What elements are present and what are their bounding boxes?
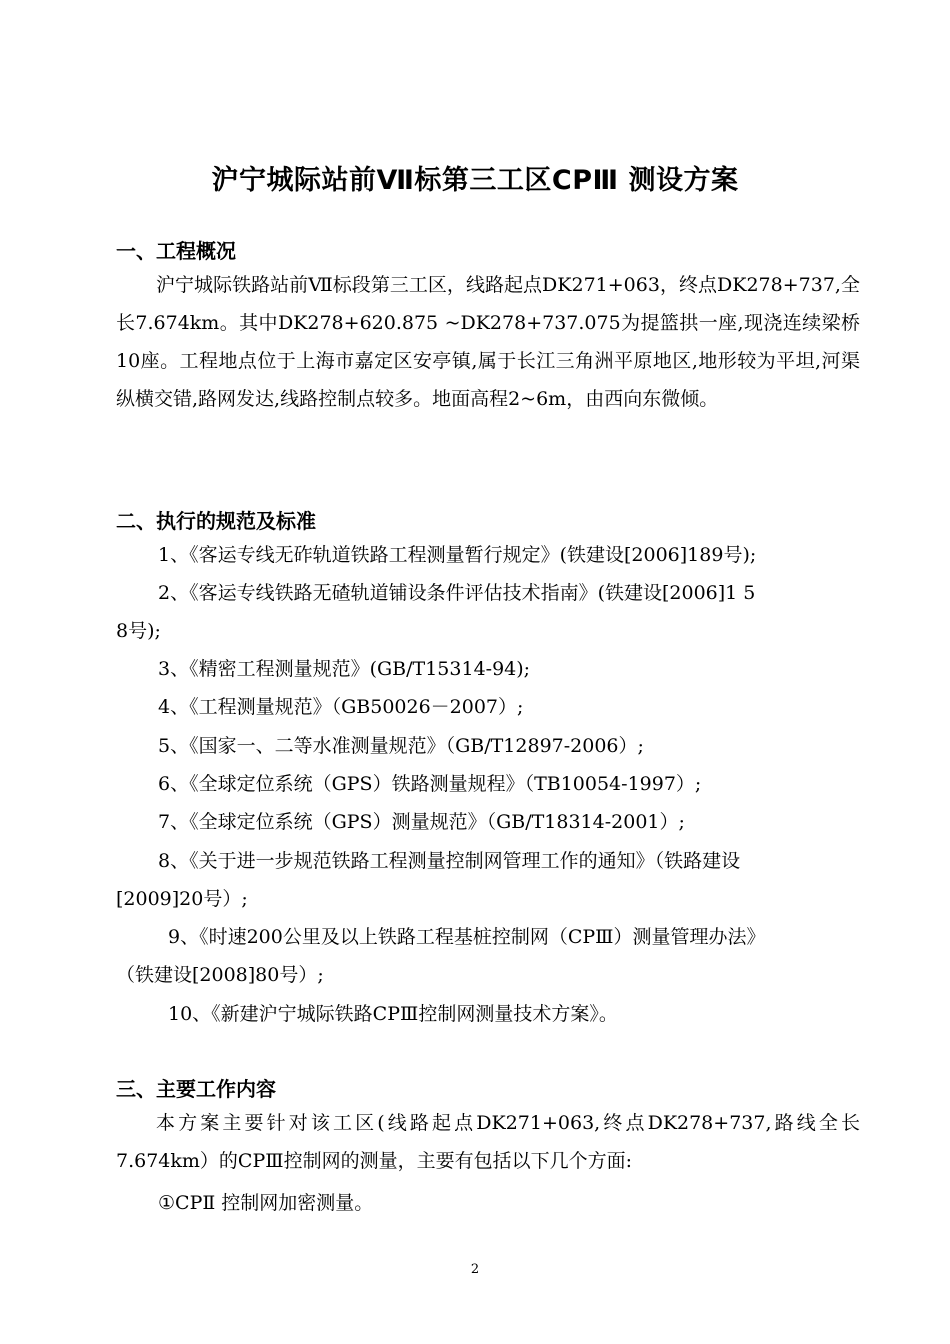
standard-item-8-cont: [2009]20号）; — [116, 888, 248, 910]
standard-item-7: 7、《全球定位系统（GPS）测量规范》（GB/T18314-2001）; — [158, 811, 685, 833]
standard-item-5: 5、《国家一、二等水准测量规范》（GB/T12897-2006）; — [158, 735, 644, 757]
main-work-item-1: ①CPⅡ 控制网加密测量。 — [158, 1192, 374, 1214]
standard-item-8: 8、《关于进一步规范铁路工程测量控制网管理工作的通知》（铁路建设 — [158, 850, 741, 872]
standard-item-1: 1、《客运专线无砟轨道铁路工程测量暂行规定》(铁建设[2006]189号); — [158, 544, 757, 566]
standard-item-2: 2、《客运专线铁路无碴轨道铺设条件评估技术指南》(铁建设[2006]1 5 — [158, 582, 756, 604]
standard-item-2-cont: 8号); — [116, 620, 161, 642]
section-heading-standards: 二、执行的规范及标准 — [116, 509, 316, 533]
standard-item-10: 10、《新建沪宁城际铁路CPⅢ控制网测量技术方案》。 — [168, 1003, 618, 1025]
standard-item-6: 6、《全球定位系统（GPS）铁路测量规程》（TB10054-1997）; — [158, 773, 702, 795]
section-heading-main-work: 三、主要工作内容 — [116, 1077, 276, 1101]
standard-item-9: 9、《时速200公里及以上铁路工程基桩控制网（CPⅢ）测量管理办法》 — [168, 926, 766, 948]
main-work-paragraph: 本方案主要针对该工区(线路起点DK271+063,终点DK278+737,路线全长7.674km）的CPⅢ控制网的测量，主要有包括以下几个方面: — [116, 1112, 860, 1172]
standard-item-4: 4、《工程测量规范》（GB50026－2007）; — [158, 696, 524, 718]
standard-item-9-cont: （铁建设[2008]80号）; — [116, 964, 324, 986]
standard-item-3: 3、《精密工程测量规范》(GB/T15314-94); — [158, 658, 531, 680]
overview-paragraph: 沪宁城际铁路站前Ⅶ标段第三工区，线路起点DK271+063，终点DK278+737,全长7.674km。其中DK278+620.875 ~DK278+737.075为提篮拱一座,现浇连续梁桥10座。工程地点位于上海市嘉定区安亭镇,属于长江三角洲平原地区,地形较为平坦,河渠纵横交错,路网发达,线路控制点较多。地面高程2~6m，由西向东微倾。 — [116, 274, 860, 410]
section-heading-overview: 一、工程概况 — [116, 239, 236, 263]
document-title: 沪宁城际站前Ⅶ标第三工区CPⅢ 测设方案 — [211, 165, 739, 196]
page-number: 2 — [470, 1262, 480, 1277]
